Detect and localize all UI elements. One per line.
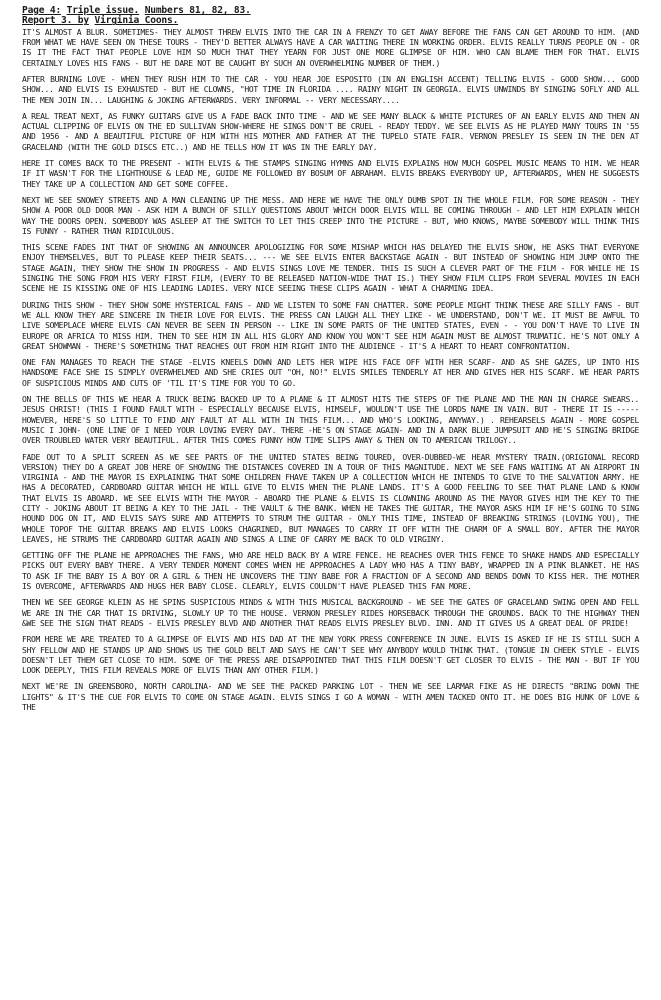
paragraph: ONE FAN MANAGES TO REACH THE STAGE -ELVIS KNEELS DOWN AND LETS HER WIPE HIS FACE OFF WITH HER SCARF- AND AS SHE GAZES, UP INTO HIS HANDSOME FACE SHE IS SIMPLY OVERWHELMED AND SHE CRIES OUT "OH, NO!" ELVIS SMILES TENDERLY AT HER AND GIVES HER HIS SCARF. WE HEAR PARTS OF SUSPICIOUS MINDS AND CUTS OF 'TIL IT'S TIME FOR YOU TO GO.	[22, 358, 639, 388]
issue-label: Triple issue.	[66, 5, 140, 16]
paragraph: NEXT WE'RE IN GREENSBORO, NORTH CAROLINA- AND WE SEE THE PACKED PARKING LOT - THEN WE SEE LARMAR FIKE AS HE DIRECTS "BRING DOWN THE LIGHTS" & IT'S THE CUE FOR ELVIS TO COME ON STAGE AGAIN. ELVIS SINGS I GO A WOMAN - WITH AMEN TACKED ONTO IT. HE DOES BIG HUNK OF LOVE & THE	[22, 682, 639, 713]
paragraph: NEXT WE SEE SNOWEY STREETS AND A MAN CLEANING UP THE MESS. AND HERE WE HAVE THE ONLY DUMB SPOT IN THE WHOLE FILM. FOR SOME REASON - THEY SHOW A POOR OLD DOOR MAN - ASK HIM A BUNCH OF SILLY QUESTIONS ABOUT WHICH DOOR ELVIS WILL BE COMING THROUGH - AND LET HIM EXPLAIN WHICH WAY THE DOORS OPEN. SOMEBODY WAS ASLEEP AT THE SWITCH TO LET THIS CREEP INTO THE PICTURE - BUT, WHO KNOWS, MAYBE SOMEBODY WILL THINK THIS IS FUNNY - RATHER THAN RIDICULOUS.	[22, 195, 639, 236]
report-label: Report 3. by	[22, 15, 89, 27]
report-body	[22, 28, 639, 714]
paragraph: THEN WE SEE GEORGE KLEIN AS HE SPINS SUSPICIOUS MINDS & WITH THIS MUSICAL BACKGROUND - WE SEE THE GATES OF GRACELAND SWING OPEN AND FELL WE ARE IN THE CAR THAT IS DRIVING, SLOWLY UP TO THE HOUSE. VERNON PRESLEY RIDES HORSEBACK THROUGH THE GROUNDS. BACK TO THE HIGHWAY THEN &WE SEE THE SIGN THAT READS - ELVIS PRESLEY BLVD AND ANOTHER THAT READS ELVIS PRESLEY BLVD. INN. AND IT GIVES US A GREAT DEAL OF PRIDE!	[22, 598, 639, 628]
paragraph: GETTING OFF THE PLANE HE APPROACHES THE FANS, WHO ARE HELD BACK BY A WIRE FENCE. HE REACHES OVER THIS FENCE TO SHAKE HANDS AND ESPECIALLY PICKS OUT EVERY BABY THERE. A VERY TENDER MOMENT COMES WHEN HE APPROACHES A LADY WHO HAS A TINY BABY, WRAPPED IN A PINK BLANKET. HE HAS TO ASK IF THE BABY IS A BOY OR A GIRL & THEN HE UNCOVERS THE TINY BABE FOR A FRACTION OF A SECOND AND BENDS DOWN TO KISS HER. THE MOTHER IS OVERCOME, AFTERWARDS AND HUGS HER BABY CLOSE. CLEARLY, ELVIS COULDN'T HAVE PLEASED THIS FAN MORE.	[22, 551, 639, 592]
issue-numbers: Numbers 81, 82, 83.	[144, 5, 251, 16]
paragraph: HERE IT COMES BACK TO THE PRESENT - WITH ELVIS & THE STAMPS SINGING HYMNS AND ELVIS EXPLAINS HOW MUCH GOSPEL MUSIC MEANS TO HIM. WE HEAR IF IT WASN'T FOR THE LIGHTHOUSE & LEAD ME, GUIDE ME FOLLOWED BY BOSUM OF ABRAHAM. ELVIS BREAKS EVERYBODY UP, AFTERWARDS, WHEN HE SUGGESTS THEY TAKE UP A COLLECTION AND GET SOME COFFEE.	[22, 159, 639, 189]
paragraph: DURING THIS SHOW - THEY SHOW SOME HYSTERICAL FANS - AND WE LISTEN TO SOME FAN CHATTER. SOME PEOPLE MIGHT THINK THESE ARE SILLY FANS - BUT WE ALL KNOW THEY ARE SINCERE IN THEIR LOVE FOR ELVIS. THE PRESS CAN LAUGH ALL THEY LIKE - WE UNDERSTAND, DON'T WE. IT MUST BE AWFUL TO LIVE SOMEPLACE WHERE ELVIS CAN NEVER BE SEEN IN PERSON -- LIKE IN SOME PARTS OF THE UNITED STATES, EVEN - - YOU DON'T HAVE TO LIVE IN EUROPE OR AFRICA TO MISS HIM. THEN TO SEE HIM IN ALL HIS GLORY AND KNOW YOU WON'T SEE HIM AGAIN MUST BE ALMOST TRUMATIC. HE'S NOT ONLY A GREAT SHOWMAN - THERE'S SOMETHING THAT REACHES OUT FROM HIM RIGHT INTO THE AUDIENCE - IT'S A HEART TO HEART CONFRONTATION.	[22, 300, 639, 351]
report-byline	[22, 16, 639, 26]
paragraph: IT'S ALMOST A BLUR. SOMETIMES- THEY ALMOST THREW ELVIS INTO THE CAR IN A FRENZY TO GET AWAY BEFORE THE FANS CAN GET AROUND TO HIM. (AND FROM WHAT WE HAVE SEEN ON THESE TOURS - THEY'D BETTER ALWAYS HAVE A CAR WAITING THERE IN WORKING ORDER. ELVIS REALLY TURNS PEOPLE ON - OR IS IT THE FACT THAT PEOPLE LOVE HIM SO MUCH THAT THEY YEARN FOR JUST ONE MORE GLIMPSE OF HIM. WHO CAN BLAME THEM FOR THAT. ELVIS CERTAINLY LOVES HIS FANS - BUT HE DARE NOT BE CAUGHT BY SUCH AN OVERWHELMING NUMBER OF THEM.)	[22, 27, 639, 68]
paragraph: ON THE BELLS OF THIS WE HEAR A TRUCK BEING BACKED UP TO A PLANE & IT ALMOST HITS THE STEPS OF THE PLANE AND THE MAN IN CHARGE SWEARS.. JESUS CHRIST! (THIS I FOUND FAULT WITH - ESPECIALLY BECAUSE ELVIS, HIMSELF, WOULDN'T USE THE LORDS NAME IN VAIN. BUT - THERE IT IS ----- HOWEVER, HERE'S SO LITTLE TO FIND ANY FAULT AT ALL WITH IN THIS FILM... AND WHO'S LOOKING, ANYWAY.) . REHEARSELS AGAIN - MORE GOSPEL MUSIC I JOHN- (ONE LINE OF I NEED YOUR LOVING EVERY DAY. THERE -HE'S ON STAGE AGAIN- AND IN A DARK BLUE JUMPSUIT AND HE'S SINGING BRIDGE OVER TROUBLED WATER VERY BEAUTIFUL. AFTER THIS COMES FUNNY HOW TIME SLIPS AWAY & THEN ON TO AMERICAN TRILOGY..	[22, 395, 639, 446]
page-number: Page 4:	[22, 5, 62, 16]
paragraph: A REAL TREAT NEXT, AS FUNKY GUITARS GIVE US A FADE BACK INTO TIME - AND WE SEE MANY BLACK & WHITE PICTURES OF AN EARLY ELVIS AND THEN AN ACTUAL CLIPPING OF ELVIS ON THE ED SULLIVAN SHOW-WHERE HE SINGS DON'T BE CRUEL - READY TEDDY. WE SEE ELVIS AS HE PLAYED MANY TOURS IN '55 AND 1956 - AND A BEAUTIFUL PICTURE OF HIM WITH HIS MOTHER AND FATHER AT THE TUPELO STATE FAIR. VERNON PRESLEY IS SEEN IN THE DEN AT GRACELAND (WITH THE GOLD DISCS ETC..) AND HE TELLS HOW IT WAS IN THE EARLY DAY.	[22, 111, 639, 152]
paragraph: THIS SCENE FADES INT THAT OF SHOWING AN ANNOUNCER APOLOGIZING FOR SOME MISHAP WHICH HAS DELAYED THE ELVIS SHOW, HE ASKS THAT EVERYONE ENJOY THEMSELVES, BUT TO PLEASE KEEP THEIR SEATS... --- WE SEE ELVIS ENTER BACKSTAGE AGAIN - BUT INSTEAD OF SHOWING HIM JUMP ONTO THE STAGE AGAIN, THEY SHOW THE SHOW IN PROGRESS - AND ELVIS SINGS LOVE ME TENDER. THIS IS SUCH A CLEVER PART OF THE FILM - FOR WHILE HE IS SINGING THE SONG FROM HIS VERY FIRST FILM, (EVERY TO BE RELEASED NATION-WIDE THAT IS.) THEY SHOW FILM CLIPS FROM SEVERAL MOVIES IN EACH SCENE HE IS KISSING ONE OF HIS LEADING LADIES. VERY NICE SEEING THESE CLIPS AGAIN - WHAT A CHARMING IDEA.	[22, 243, 639, 294]
author-name: Virginia Coons.	[94, 15, 179, 27]
paragraph: FROM HERE WE ARE TREATED TO A GLIMPSE OF ELVIS AND HIS DAD AT THE NEW YORK PRESS CONFERENCE IN JUNE. ELVIS IS ASKED IF HE IS STILL SUCH A SHY FELLOW AND HE STANDS UP AND SHOWS US THE GOLD BELT AND SAYS HE CAN'T SEE WHY ANYBODY WOULD THINK THAT. (TONGUE IN CHEEK STYLE - ELVIS DOESN'T LET THEM GET CLOSE TO HIM. SOME OF THE PRESS ARE DISAPPOINTED THAT THIS FILM DOESN'T GET CLOSER TO ELVIS - THE MAN - BUT IF YOU LOOK DEEPLY, THIS FILM REVEALS MORE OF ELVIS THAN ANY OTHER FILM.)	[22, 635, 639, 676]
paragraph: FADE OUT TO A SPLIT SCREEN AS WE SEE PARTS OF THE UNITED STATES BEING TOURED, OVER-DUBBED-WE HEAR MYSTERY TRAIN.(ORIGIONAL RECORD VERSION) THEY DO A GREAT JOB HERE OF SHOWING THE DISTANCES COVERED IN A TOUR OF THIS MAGNITUDE. NEXT WE SEE FANS WAITING AT AN AIRPORT IN VIRGINIA - AND THE MAYOR IS EXPLAINING THAT SOME CHILDREN FHAVE TAKEN UP A COLLECTION WHICH HE INTENDS TO GIVE TO THE SALVATION ARMY. HE HAS A DECORATED, CARDBOARD GUITAR WHICH HE WILL GIVE TO ELVIS WHEN THE PLANE LANDS. IT'S A GOOD FEELING TO SEE THAT PLANE LAND & KNOW THAT ELVIS IS ABOARD. WE SEE ELVIS WITH THE MAYOR - ABOARD THE PLANE & ELVIS IS CLOWNING AROUND AS THE MAYOR GIVES HIM THE KEY TO THE CITY - JOKING ABOUT IT BEING A KEY TO THE JAIL - THE VAULT & THE BANK. WHEN HE TAKES THE GUITAR, THE MAYOR ASKS HIM IF HE'S GOING TO SING HOUND DOG ON IT, AND ELVIS SAYS SURE AND ATTEMPTS TO STRUM THE GUITAR - ONLY THIS TIME, INSTEAD OF BREAKING STRINGS (LOVING YOU), THE WHOLE TOPOF THE GUITAR BREAKS AND ELVIS LOOKS CHAGRINED, BUT MANAGES TO CARRY IT OFF WITH THE CHARM OF A SMALL BOY. AFTER THE MAYOR LEAVES, HE STRUMS THE CARDBOARD GUITAR AGAIN AND SINGS A LINE OF CARRY ME BACK TO OLD VIRGINY.	[22, 452, 639, 544]
paragraph: AFTER BURNING LOVE - WHEN THEY RUSH HIM TO THE CAR - YOU HEAR JOE ESPOSITO (IN AN ENGLISH ACCENT) TELLING ELVIS - GOOD SHOW... GOOD SHOW... AND ELVIS IS EXHAUSTED - BUT HE CLOWNS, "HOT TIME IN FLORIDA .... RAINY NIGHT IN GEORGIA. ELVIS UNWINDS BY SINGING SOFLY AND ALL THE MEN JOIN IN... LAUGHING & JOKING AFTERWARDS. VERY INFORMAL -- VERY NECESSARY....	[22, 75, 639, 105]
